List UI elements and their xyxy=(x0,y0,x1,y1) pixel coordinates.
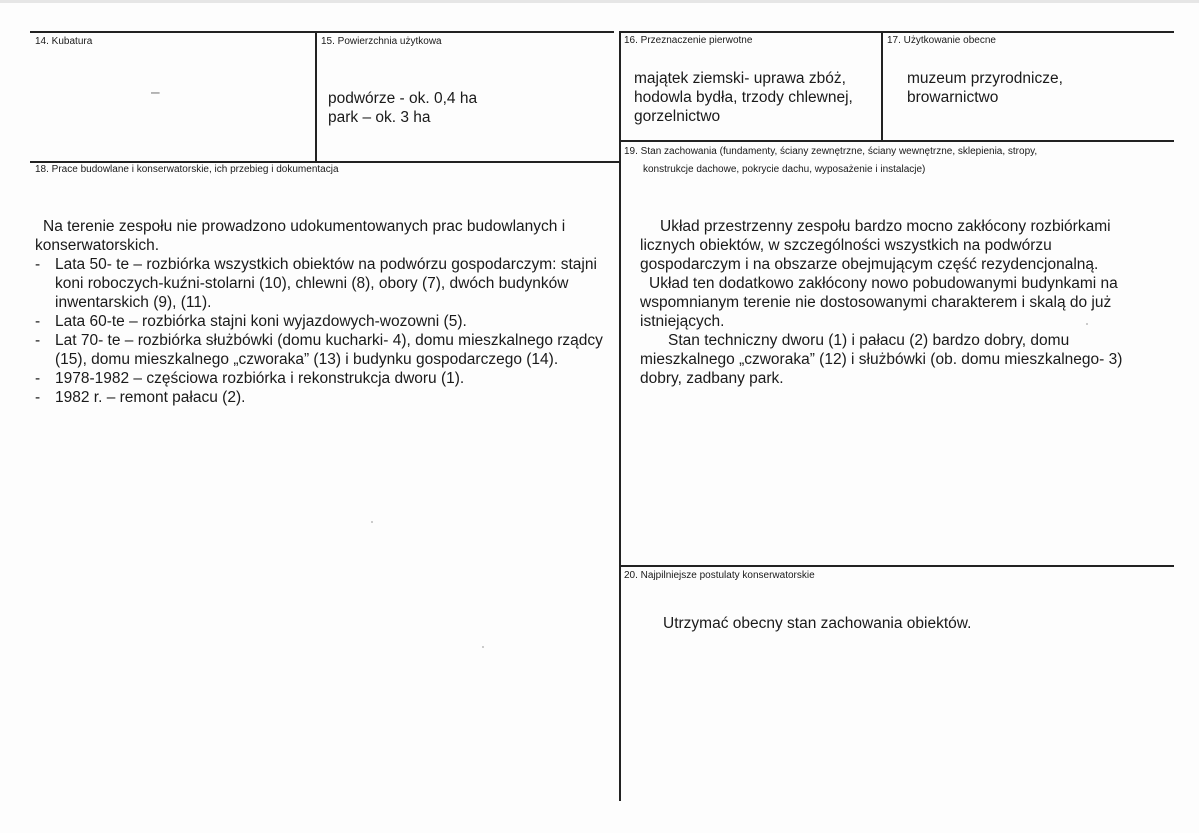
scan-speck xyxy=(371,521,373,523)
field-20-value: Utrzymać obecny stan zachowania obiektów. xyxy=(663,615,972,632)
field-18-intro: Na terenie zespołu nie prowadzono udokumentowanych prac budowlanych i konserwatorskich. xyxy=(35,218,566,254)
field-19-paragraph-2: Układ ten dodatkowo zakłócony nowo pobudowanymi budynkami na wspomnianym terenie nie dostosowanymi charakterem i skalą do już istniejących. xyxy=(640,275,1118,330)
field-19-label-line-2: konstrukcje dachowe, pokrycie dachu, wyposażenie i instalacje) xyxy=(643,164,926,175)
field-14-label: 14. Kubatura xyxy=(35,36,93,47)
field-19-content xyxy=(640,217,1130,388)
top-rule-left xyxy=(30,31,614,33)
list-item: - Lata 50- te – rozbiórka wszystkich obiektów na podwórzu gospodarczym: stajni koni roboczych-kuźni-stolarni (10), chlewni (8), obory (7), dwóch budynków inwentarskich (9), (11). xyxy=(35,255,620,312)
field-15-line-1: podwórze - ok. 0,4 ha xyxy=(328,90,478,107)
field-14-value: – xyxy=(151,84,160,101)
field-19-label-line-1: 19. Stan zachowania (fundamenty, ściany zewnętrzne, ściany wewnętrzne, sklepienia, stropy, xyxy=(624,146,1038,157)
field-18-list xyxy=(35,255,620,407)
field-17-line-1: muzeum przyrodnicze, xyxy=(907,70,1063,87)
field-19-paragraph-1: Układ przestrzenny zespołu bardzo mocno zakłócony rozbiórkami licznych obiektów, w szczególności wszystkich na podwórzu gospodarczym i na obszarze obejmującym część rezydencjonalną. xyxy=(640,218,1111,273)
divider-14-15 xyxy=(315,31,317,161)
list-item: - 1982 r. – remont pałacu (2). xyxy=(35,388,620,407)
list-item: - 1978-1982 – częściowa rozbiórka i rekonstrukcja dworu (1). xyxy=(35,369,620,388)
field-16-line-3: gorzelnictwo xyxy=(634,108,721,125)
scan-speck xyxy=(1086,323,1088,325)
field-20-label: 20. Najpilniejsze postulaty konserwatorskie xyxy=(624,570,815,581)
divider-center xyxy=(619,31,621,801)
field-15-line-2: park – ok. 3 ha xyxy=(328,109,431,126)
list-item: - Lata 60-te – rozbiórka stajni koni wyjazdowych-wozowni (5). xyxy=(35,312,620,331)
field-18-content xyxy=(35,217,620,407)
top-rule-right xyxy=(619,31,1174,33)
field-16-label: 16. Przeznaczenie pierwotne xyxy=(624,35,753,46)
field-17-line-2: browarnictwo xyxy=(907,89,999,106)
rule-above-19 xyxy=(619,140,1174,142)
scan-edge xyxy=(0,0,1199,3)
rule-above-20 xyxy=(619,565,1174,567)
field-16-line-1: majątek ziemski- uprawa zbóż, xyxy=(634,70,846,87)
list-item: - Lat 70- te – rozbiórka służbówki (domu kucharki- 4), domu mieszkalnego rządcy (15), domu mieszkalnego „czworaka” (13) i budynku gospodarczego (14). xyxy=(35,331,620,369)
field-19-paragraph-3: Stan techniczny dworu (1) i pałacu (2) bardzo dobry, domu mieszkalnego „czworaka” (12) i służbówki (ob. domu mieszkalnego- 3) dobry, zadbany park. xyxy=(640,332,1123,387)
field-18-label: 18. Prace budowlane i konserwatorskie, ich przebieg i dokumentacja xyxy=(35,164,339,175)
scan-speck xyxy=(482,646,484,648)
field-16-line-2: hodowla bydła, trzody chlewnej, xyxy=(634,89,853,106)
field-17-label: 17. Użytkowanie obecne xyxy=(887,35,996,46)
divider-16-17 xyxy=(881,31,883,140)
field-15-label: 15. Powierzchnia użytkowa xyxy=(321,36,442,47)
rule-above-18 xyxy=(30,161,619,163)
